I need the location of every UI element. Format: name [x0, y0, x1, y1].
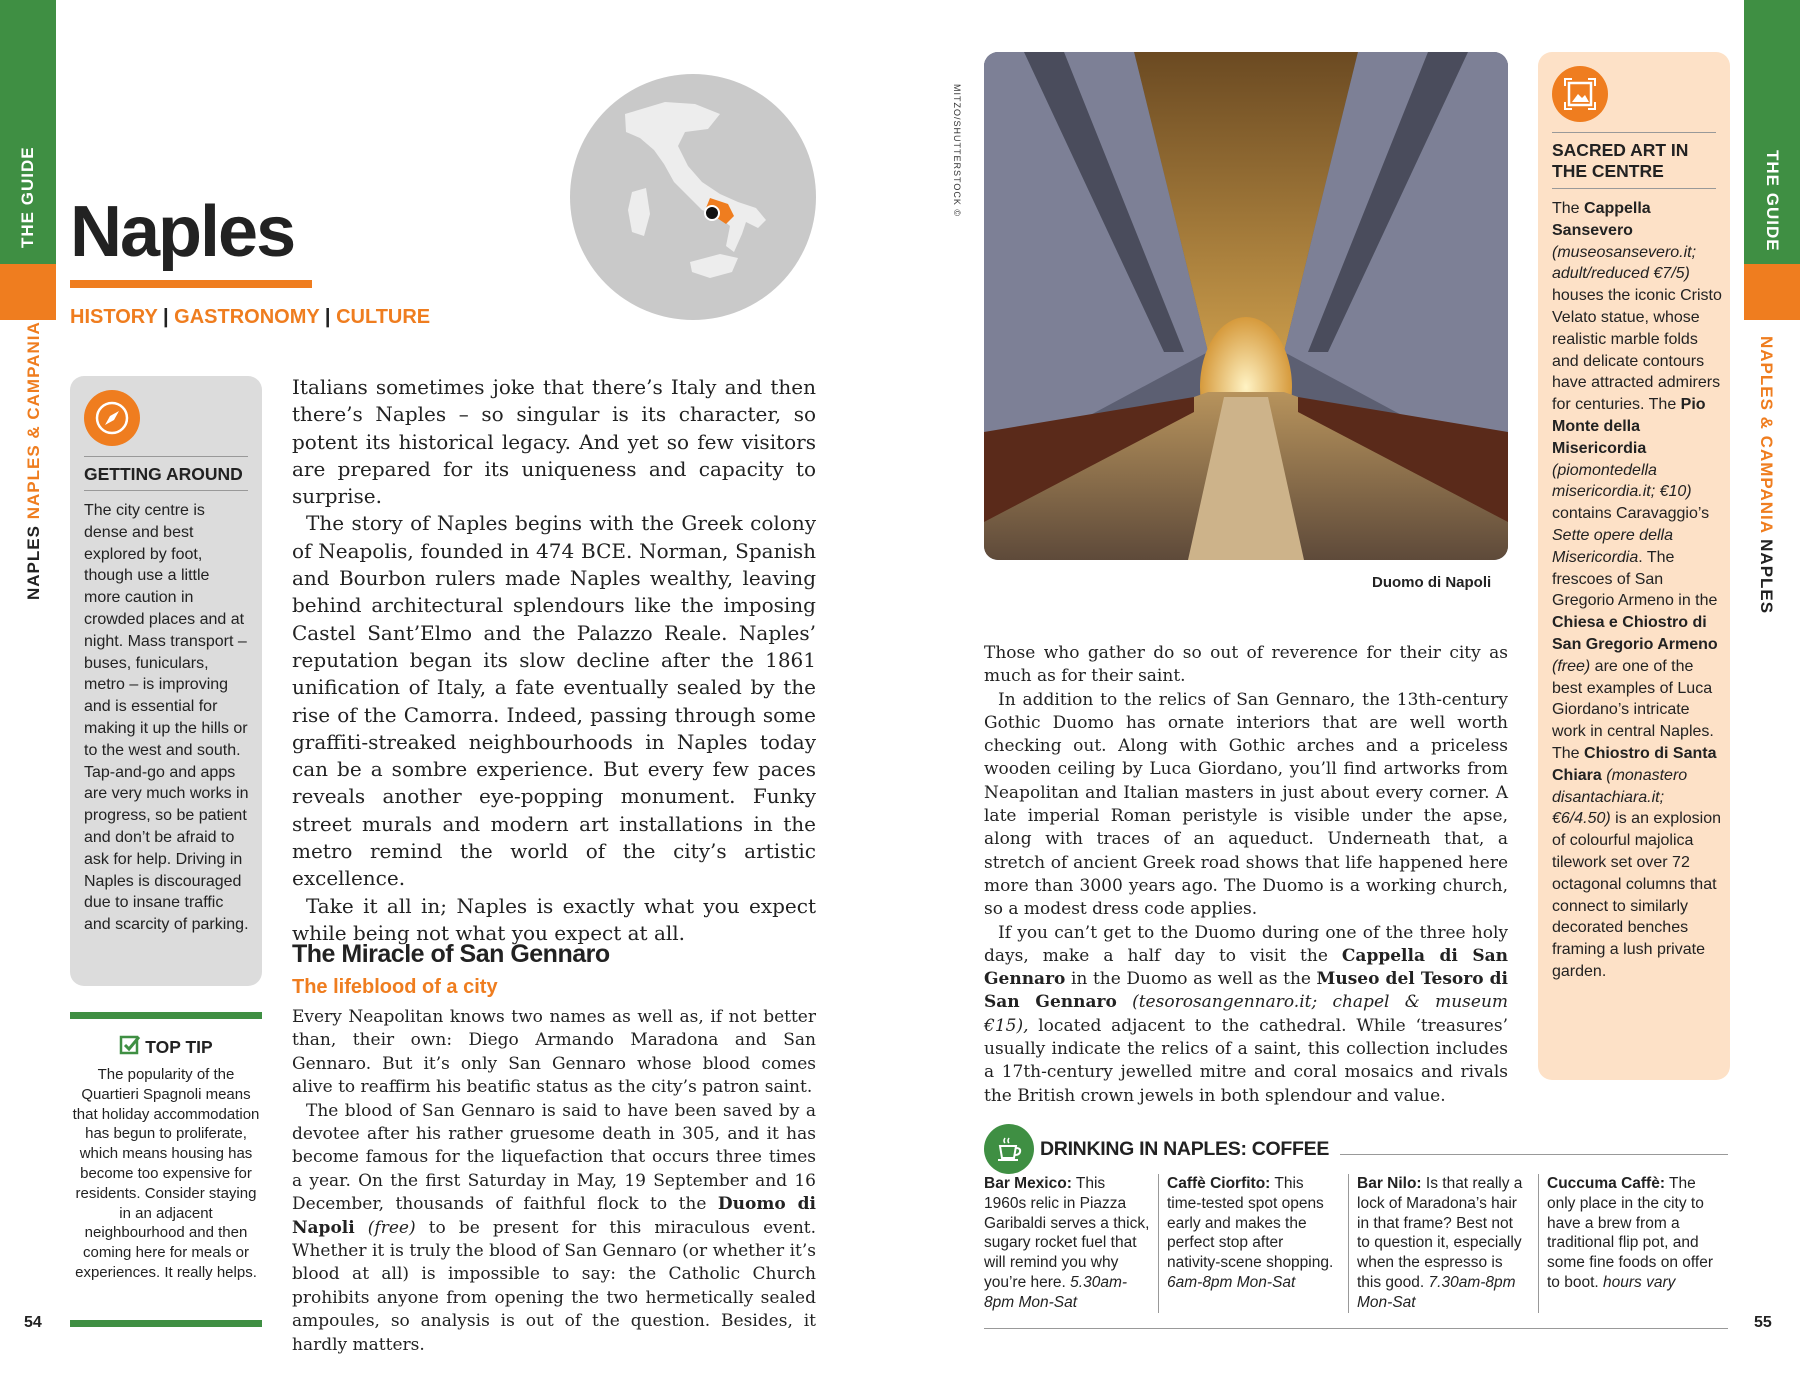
getting-around-box [70, 376, 262, 986]
intro-paragraph: The story of Naples begins with the Greek colony of Neapolis, founded in 474 BCE. Norman, Spanish and Bourbon rulers made Naples wealthy, leaving behind architectural splendours like the imposing Castel Sant’Elmo and the Palazzo Reale. Naples’ reputation began its slow decline after the 1861 unification of Italy, a fate eventually sealed by the rise of the Camorra. Indeed, passing through some graffiti-streaked neighbourhoods in Naples today can be a sombre experience. But every few paces reveals another eye-popping monument. Funky street murals and modern art installations in the metro remind the world of the city’s artistic excellence. [292, 511, 816, 891]
theme-gastronomy: GASTRONOMY [174, 306, 320, 328]
top-tip-box [70, 1034, 262, 1283]
guide-label-left: THE GUIDE [18, 146, 37, 248]
section-paragraph: The blood of San Gennaro is said to have been saved by a devotee after his rather gruesome death in 305, and it has become famous for the liquefaction that occurs three times a year. On the first Saturday in May, 19 September and 16 December, thousands of faithful flock to the Duomo di Napoli (free) to be present for this miraculous event. Whether it is truly the blood of San Gennaro (or whether it’s blood at all) is impossible to say: the Catholic Church prohibits anyone from opening the two hermetically sealed ampoules, so analysis is out of the question. Besides, it hardly matters. [292, 1100, 817, 1355]
region-left-b: NAPLES & CAMPANIA [24, 321, 43, 520]
page-title: Naples [70, 192, 295, 272]
museo-link: Museo del Tesoro di San Gennaro [984, 969, 1508, 1013]
top-tip-rule-top [70, 1012, 262, 1019]
compass-icon [84, 390, 140, 446]
right-paragraph: Those who gather do so out of reverence for their city as much as for their saint. [984, 643, 1508, 687]
section-paragraph: Every Neapolitan knows two names as well as, if not better than, their own: Diego Armando Maradona and San Gennaro. But it’s only San Gennaro whose blood comes alive to reaffirm his beatific status as the city’s patron saint. [292, 1007, 816, 1098]
region-label-left [24, 321, 44, 600]
region-right-b: NAPLES [1757, 539, 1776, 615]
section-subheading: The lifeblood of a city [292, 976, 498, 998]
drinking-rule-bottom [984, 1328, 1728, 1329]
region-right-a: NAPLES & CAMPANIA [1757, 336, 1776, 534]
drinking-list [984, 1174, 1728, 1313]
top-tip-rule-bottom [70, 1320, 262, 1327]
coffee-cup-icon [984, 1124, 1034, 1174]
photo-credit: MITZO/SHUTTERSTOCK © [952, 84, 962, 217]
right-paragraph: If you can’t get to the Duomo during one of the three holy days, make a half day to visit the Cappella di San Gennaro in the Duomo as well as the Museo del Tesoro di San Gennaro (tesorosangennaro.it; chapel & museum €15), located adjacent to the cathedral. While ‘treasures’ usually indicate the relics of a saint, this collection includes a 17th-century jewelled mitre and coral mosaics and rivals the British crown jewels in both splendour and value. [984, 922, 1509, 1106]
drinking-item: Caffè Ciorfito: This time-tested spot opens early and makes the perfect stop after nativity-scene shopping. 6am-8pm Mon-Sat [1158, 1174, 1348, 1313]
locator-map [570, 74, 816, 320]
drinking-heading: DRINKING IN NAPLES: COFFEE [1040, 1138, 1330, 1160]
artwork-icon [1552, 66, 1608, 122]
section-body [292, 1006, 816, 1357]
theme-list: HISTORY | GASTRONOMY | CULTURE [70, 306, 431, 328]
drinking-item: Cuccuma Caffè: The only place in the city to have a brew from a traditional flip pot, and some fine foods on offer to boot. hours vary [1538, 1174, 1728, 1313]
top-tip-header [70, 1034, 262, 1061]
section-tab-left [0, 264, 56, 320]
naples-marker [705, 206, 719, 220]
top-tip-body: The popularity of the Quartieri Spagnoli means that holiday accommodation has begun to proliferate, which means housing has become too expensive for residents. Consider staying in an adjacent neighbourhood and then coming here for meals or experiences. It really helps. [72, 1066, 260, 1281]
region-left-a: NAPLES [24, 525, 43, 600]
duomo-link: Duomo di Napoli [292, 1194, 816, 1238]
theme-history: HISTORY [70, 306, 158, 328]
photo-caption: Duomo di Napoli [1372, 574, 1492, 591]
page-number-left: 54 [24, 1314, 42, 1331]
intro-text [292, 374, 816, 947]
drinking-item: Bar Nilo: Is that really a lock of Maradona’s hair in that frame? Best not to question it, especially when the espresso is this good. 7.30am-8pm Mon-Sat [1348, 1174, 1538, 1313]
sacred-art-body: The Cappella Sansevero (museosansevero.it; adult/reduced €7/5) houses the iconic Cristo Velato statue, whose realistic marble folds and delicate contours have attracted admirers for centuries. The Pio Monte della Misericordia (piomontedella misericordia.it; €10) contains Caravaggio’s Sette opere della Misericordia. The frescoes of San Gregorio Armeno in the Chiesa e Chiostro di San Gregorio Armeno (free) are one of the best examples of Luca Giordano’s intricate work in central Naples. The Chiostro di Santa Chiara (monastero disantachiara.it; €6/4.50) is an explosion of colourful majolica tilework set over 72 octagonal columns that connect to similarly decorated benches framing a lush private garden. [1552, 200, 1722, 980]
getting-around-body: The city centre is dense and best explored by foot, though use a little more caution in crowded places and at night. Mass transport – buses, funiculars, metro – is improving and is essential for making it up the hills or to the west and south. Tap-and-go and apps are very much works in progress, so be patient and don’t be afraid to ask for help. Driving in Naples is discouraged due to insane traffic and scarcity of parking. [84, 502, 249, 934]
drinking-rule-top [1340, 1154, 1728, 1155]
checkbox-icon [119, 1034, 141, 1061]
drinking-item: Bar Mexico: This 1960s relic in Piazza Garibaldi serves a thick, sugary rocket fuel that will remind you why you’re here. 5.30am-8pm Mon-Sat [984, 1175, 1150, 1311]
intro-paragraph: Take it all in; Naples is exactly what you expect while being not what you expect at all. [292, 893, 816, 945]
guide-label-right: THE GUIDE [1763, 150, 1782, 252]
sacred-art-heading: SACRED ART IN THE CENTRE [1552, 140, 1689, 181]
intro-paragraph: Italians sometimes joke that there’s Italy and then there’s Naples – so singular is its character, so potent its historical legacy. And yet so few visitors are prepared for its uniqueness and capacity to surprise. [292, 375, 816, 509]
region-label-right [1756, 336, 1776, 614]
cathedral-photo [984, 52, 1508, 560]
cappella-link: Cappella di San Gennaro [984, 945, 1509, 990]
theme-culture: CULTURE [336, 306, 431, 328]
title-underline [70, 280, 312, 288]
section-tab-right [1744, 264, 1800, 320]
right-paragraph: In addition to the relics of San Gennaro, the 13th-century Gothic Duomo has ornate interiors that are well worth checking out. Along with Gothic arches and a priceless wooden ceiling by Luca Giordano, you’ll find artworks from Neapolitan and Italian masters in just about every corner. A late imperial Roman peristyle is visible under the apse, along with traces of an aqueduct. Underneath that, a stretch of ancient Greek road shows that life happened here more than 3000 years ago. The Duomo is a working church, so a modest dress code applies. [984, 689, 1508, 920]
getting-around-heading: GETTING AROUND [84, 464, 243, 484]
right-prose [984, 642, 1508, 1108]
page-number-right: 55 [1754, 1314, 1772, 1331]
section-heading: The Miracle of San Gennaro [292, 940, 610, 968]
top-tip-heading: TOP TIP [145, 1037, 213, 1057]
sacred-art-box [1538, 52, 1730, 1080]
